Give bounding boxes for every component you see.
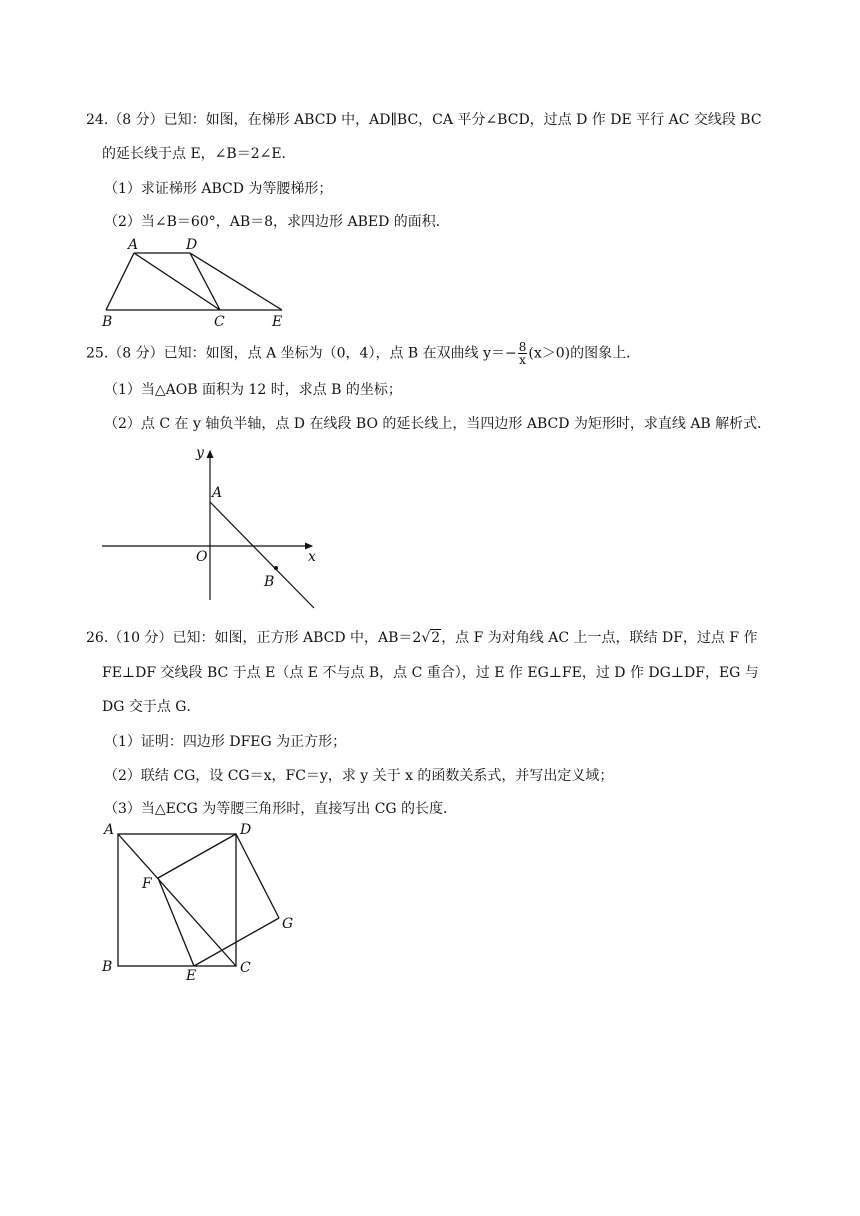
q26-label-B: B	[102, 959, 113, 975]
q26-label-F: F	[142, 876, 152, 892]
q24-label-D: D	[186, 237, 198, 253]
q24-label-A: A	[128, 237, 139, 253]
q25-coordinate-figure	[98, 445, 338, 615]
q25-stem	[86, 341, 640, 366]
segment-DF	[158, 834, 236, 878]
q25-part-1: （1）当△AOB 面积为 12 时，求点 B 的坐标；	[104, 382, 402, 398]
diagonal-AC	[118, 834, 236, 966]
q26-stem	[86, 629, 758, 647]
q26-part-2: （2）联结 CG，设 CG＝x，FC＝y，求 y 关于 x 的函数关系式，并写出定义域；	[104, 768, 614, 784]
q25-stem-text: 25.（8 分）已知：如图，点 A 坐标为（0，4），点 B 在双曲线 y＝−	[86, 345, 517, 362]
q26-square-figure	[98, 822, 308, 982]
q24-label-B: B	[102, 314, 113, 330]
q26-stem-continued-1: FE⊥DF 交线段 BC 于点 E（点 E 不与点 B，点 C 重合），过 E 作 EG⊥FE，过 D 作 DG⊥DF，EG 与	[102, 665, 759, 681]
q24-part-1: （1）求证梯形 ABCD 为等腰梯形；	[104, 181, 333, 197]
q25-label-O: O	[196, 549, 208, 565]
q26-label-D: D	[240, 822, 252, 838]
q26-label-G: G	[282, 916, 294, 932]
q25-label-x: x	[308, 549, 316, 565]
q24-stem: 24.（8 分）已知：如图，在梯形 ABCD 中，AD∥BC，CA 平分∠BCD，过点 D 作 DE 平行 AC 交线段 BC	[86, 112, 762, 128]
point-B-dot	[274, 566, 278, 570]
sqrt-sign: √	[421, 630, 431, 646]
q26-label-E: E	[186, 968, 197, 984]
q25-fraction-numerator: 8	[518, 340, 527, 354]
q26-label-C: C	[240, 960, 251, 976]
q24-label-C: C	[214, 314, 225, 330]
q25-fraction	[518, 341, 528, 366]
q24-trapezoid-figure	[96, 238, 296, 338]
q26-part-3: （3）当△ECG 为等腰三角形时，直接写出 CG 的长度．	[104, 801, 458, 817]
q25-stem-text-end: (x＞0)的图象上．	[528, 345, 641, 362]
q25-label-y: y	[196, 445, 204, 461]
q25-label-A: A	[212, 485, 223, 501]
q25-fraction-denominator: x	[519, 353, 526, 367]
segment-DG	[236, 834, 279, 918]
segment-FE	[158, 878, 194, 966]
line-AB	[210, 502, 314, 608]
q25-label-B: B	[264, 574, 275, 590]
q26-part-1: （1）证明：四边形 DFEG 为正方形；	[104, 734, 347, 750]
q24-part-2: （2）当∠B＝60°，AB＝8，求四边形 ABED 的面积．	[104, 214, 450, 230]
q26-label-A: A	[104, 822, 115, 838]
q26-stem-continued-2: DG 交于点 G．	[102, 699, 201, 715]
q25-part-2: （2）点 C 在 y 轴负半轴，点 D 在线段 BO 的延长线上，当四边形 ABCD 为矩形时，求直线 AB 解析式．	[104, 416, 772, 432]
q24-stem-continued: 的延长线于点 E，∠B＝2∠E．	[102, 146, 296, 162]
q26-sqrt-radicand: 2	[431, 630, 441, 646]
q24-label-E: E	[272, 314, 283, 330]
q26-stem-text-end: ，点 F 为对角线 AC 上一点，联结 DF，过点 F 作	[441, 630, 758, 646]
q26-stem-text: 26.（10 分）已知：如图，正方形 ABCD 中，AB＝2	[86, 630, 422, 646]
